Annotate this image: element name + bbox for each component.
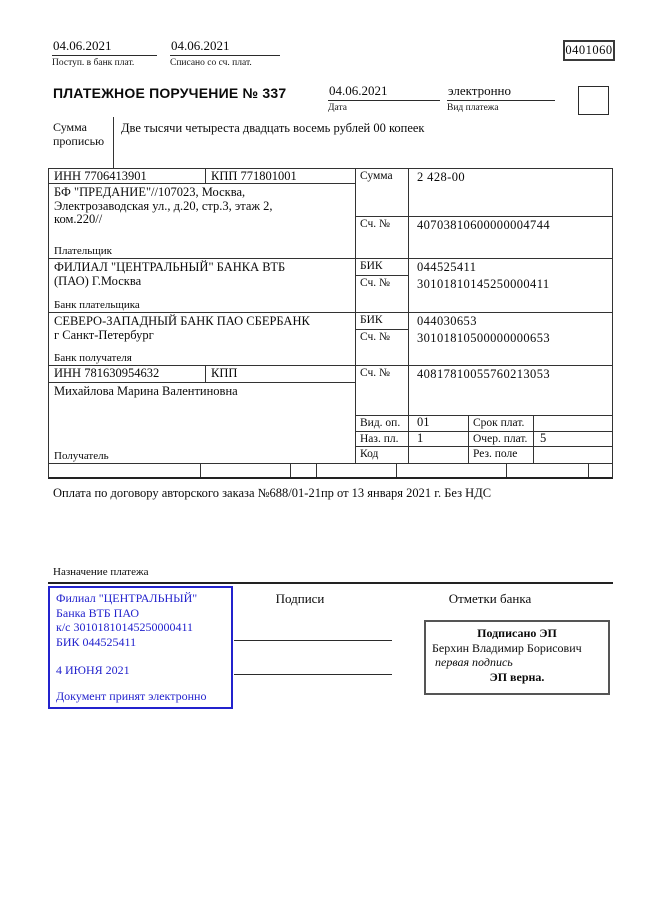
budget-cell	[507, 464, 589, 477]
document-title: ПЛАТЕЖНОЕ ПОРУЧЕНИЕ № 337	[53, 85, 287, 101]
payee-inn-kpp-row	[49, 366, 355, 383]
signature-line-2	[234, 674, 392, 675]
amount-label: Сумма	[356, 169, 409, 216]
parties-column	[49, 169, 356, 463]
received-date-label: Поступ. в банк плат.	[52, 58, 135, 68]
budget-cell	[201, 464, 291, 477]
payee-label: Получатель	[54, 450, 109, 462]
budget-cell	[291, 464, 317, 477]
priority-label: Очер. плат.	[469, 432, 534, 446]
purpose-code-label: Наз. пл.	[356, 432, 409, 446]
debited-from-account-field	[170, 38, 280, 68]
esignature-verified: ЭП верна.	[489, 669, 545, 684]
payee-bank-block	[49, 313, 355, 366]
payee-name: Михайлова Марина Валентиновна	[54, 384, 238, 398]
stamp-bik: БИК 044525411	[56, 634, 137, 649]
priority-value: 5	[540, 431, 547, 445]
payee-bank-bik-label: БИК	[356, 313, 409, 330]
amount-row	[356, 169, 612, 217]
code-label: Код	[356, 447, 409, 463]
payer-bank-label: Банк плательщика	[54, 299, 140, 311]
code-value	[409, 447, 469, 463]
payer-bank-account-value: 30101810145250000411	[417, 277, 550, 291]
payment-kind-value: электронно	[447, 83, 555, 101]
payer-label: Плательщик	[54, 245, 112, 257]
payer-bank-bik-row	[356, 259, 612, 276]
payer-bank-bik-label: БИК	[356, 259, 409, 276]
esignature-signer-name: Берхин Владимир Борисович	[432, 640, 582, 655]
payment-term-value	[534, 416, 612, 431]
budget-cell	[589, 464, 612, 477]
budget-fields-row	[48, 464, 613, 479]
reserve-field-label: Рез. поле	[469, 447, 534, 463]
amount-words-label: Сумма прописью	[53, 120, 105, 148]
payer-bank-name: ФИЛИАЛ "ЦЕНТРАЛЬНЫЙ" БАНКА ВТБ (ПАО) Г.Москва	[54, 260, 286, 288]
payer-inn: ИНН 7706413901	[49, 169, 206, 183]
payment-term-label: Срок плат.	[469, 416, 534, 431]
document-date-value: 04.06.2021	[328, 83, 440, 101]
received-date-value: 04.06.2021	[52, 38, 157, 56]
bank-marks-header: Отметки банка	[448, 591, 532, 606]
received-in-bank-field	[52, 38, 157, 68]
payee-inn: ИНН 781630954632	[49, 366, 206, 382]
payee-bank-bik-value: 044030653	[417, 314, 477, 328]
payer-account-row	[356, 217, 612, 259]
payee-bank-label: Банк получателя	[54, 352, 132, 364]
payer-bank-account-row	[356, 276, 612, 313]
payer-inn-kpp-row	[49, 169, 355, 184]
payment-purpose-label: Назначение платежа	[53, 566, 149, 578]
stamp-corr-account: к/с 30101810145250000411	[56, 620, 194, 634]
payer-bank-bik-value: 044525411	[417, 260, 477, 274]
payer-name: БФ "ПРЕДАНИЕ"//107023, Москва, Электрозаводская ул., д.20, стр.3, этаж 2, ком.220//	[54, 185, 273, 226]
op-type-label: Вид. оп.	[356, 416, 409, 431]
payment-kind-field	[447, 83, 555, 113]
payee-bank-account-value: 30101810500000000653	[417, 331, 550, 345]
payee-account-label: Сч. №	[356, 366, 409, 415]
document-date-field	[328, 83, 440, 113]
debited-date-value: 04.06.2021	[170, 38, 280, 56]
payee-block	[49, 383, 355, 463]
payer-kpp: КПП 771801001	[211, 169, 297, 183]
budget-cell	[397, 464, 507, 477]
payer-account-label: Сч. №	[356, 217, 409, 258]
esignature-title: Подписано ЭП	[477, 626, 557, 640]
debited-date-label: Списано со сч. плат.	[170, 58, 252, 68]
stamp-note: Документ принят электронно	[56, 688, 207, 703]
payee-kpp: КПП	[211, 366, 238, 380]
bank-stamp	[48, 586, 233, 709]
stamp-org: Филиал "ЦЕНТРАЛЬНЫЙ" Банка ВТБ ПАО	[56, 591, 198, 620]
budget-cell	[49, 464, 201, 477]
payee-account-value: 40817810055760213053	[417, 367, 550, 381]
code-row	[356, 447, 612, 463]
signatures-header: Подписи	[275, 591, 325, 606]
payment-purpose-code-row	[356, 432, 612, 447]
op-type-row	[356, 416, 612, 432]
form-code-value: 0401060	[565, 43, 613, 57]
stamp-date: 4 ИЮНЯ 2021	[56, 663, 130, 677]
payee-bank-account-label: Сч. №	[356, 330, 409, 365]
amount-words-value: Две тысячи четыреста двадцать восемь рублей 00 копеек	[121, 121, 425, 135]
payee-bank-bik-row	[356, 313, 612, 330]
requisites-table	[48, 168, 613, 464]
op-type-value: 01	[409, 416, 469, 431]
document-date-label: Дата	[328, 103, 347, 113]
esignature-box	[424, 620, 610, 695]
payee-bank-account-row	[356, 330, 612, 366]
esignature-type: первая подпись	[435, 655, 513, 669]
status-checkbox	[578, 86, 609, 115]
payment-kind-label: Вид платежа	[447, 103, 499, 113]
form-code-box	[563, 40, 615, 61]
payer-account-value: 40703810600000004744	[417, 218, 550, 232]
amounts-column	[356, 169, 612, 463]
payer-bank-block	[49, 259, 355, 313]
payer-block	[49, 184, 355, 259]
footer-divider	[48, 582, 613, 584]
payment-purpose-text: Оплата по договору авторского заказа №688/01-21пр от 13 января 2021 г. Без НДС	[53, 486, 492, 500]
signature-line-1	[234, 640, 392, 641]
payee-bank-name: СЕВЕРО-ЗАПАДНЫЙ БАНК ПАО СБЕРБАНК г Санкт-Петербург	[54, 314, 310, 342]
amount-value: 2 428-00	[417, 170, 465, 184]
payee-account-row	[356, 366, 612, 416]
purpose-code-value: 1	[409, 432, 469, 446]
payer-bank-account-label: Сч. №	[356, 276, 409, 312]
reserve-field-value	[534, 447, 612, 463]
amount-words-divider	[113, 117, 114, 168]
budget-cell	[317, 464, 397, 477]
